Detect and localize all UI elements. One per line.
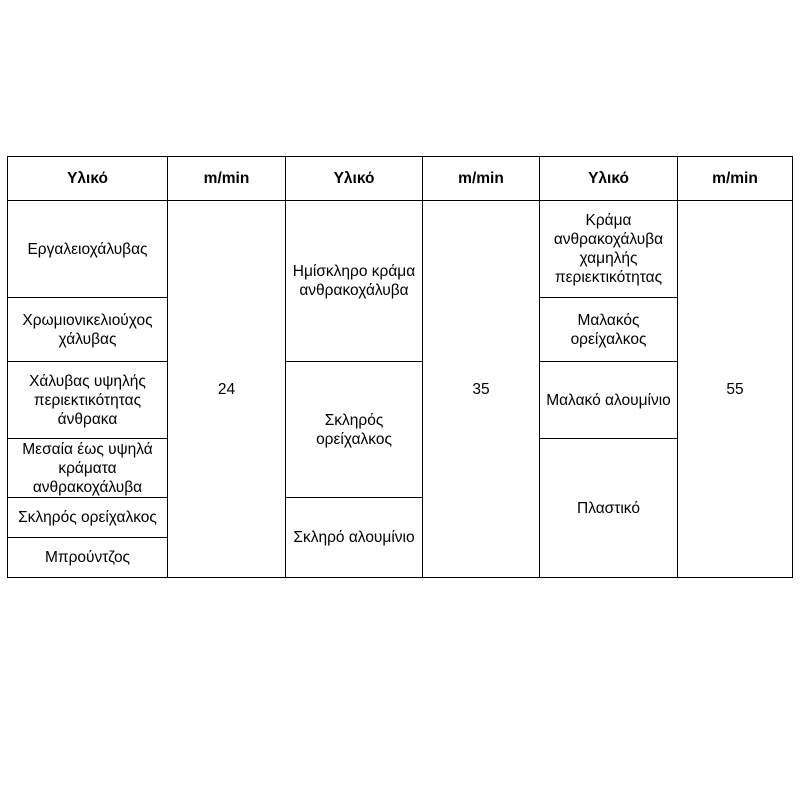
material-cell: Κράμα ανθρακοχάλυβα χαμηλής περιεκτικότητας: [553, 212, 664, 286]
header-material-1: Υλικό: [67, 170, 108, 187]
speed-value: 35: [472, 380, 490, 398]
material-cell: Πλαστικό: [577, 499, 640, 517]
header-material-3: Υλικό: [588, 170, 629, 187]
material-cell: Σκληρός ορείχαλκος: [316, 411, 392, 448]
speed-value: 24: [217, 380, 236, 398]
material-cell: Χάλυβας υψηλής περιεκτικότητας άνθρακα: [29, 372, 146, 428]
material-cell: Ημίσκληρο κράμα ανθρακοχάλυβα: [292, 263, 416, 299]
header-speed-3: m/min: [712, 170, 758, 187]
cutting-speed-table: [7, 156, 793, 578]
header-speed-2: m/min: [458, 170, 504, 187]
material-cell: Μπρούντζος: [44, 549, 131, 566]
material-cell: Μαλακός ορείχαλκος: [570, 311, 647, 348]
material-cell: Σκληρό αλουμίνιο: [293, 529, 415, 546]
material-cell: Μεσαία έως υψηλά κράματα ανθρακοχάλυβα: [22, 440, 153, 496]
speed-value: 55: [726, 380, 744, 398]
material-cell: Σκληρός ορείχαλκος: [18, 509, 157, 526]
header-material-2: Υλικό: [333, 170, 375, 187]
header-speed-1: m/min: [203, 170, 250, 187]
material-cell: Χρωμιονικελιούχος χάλυβας: [22, 311, 153, 348]
material-cell: Εργαλειοχάλυβας: [27, 240, 148, 258]
material-cell: Μαλακό αλουμίνιο: [546, 391, 671, 409]
